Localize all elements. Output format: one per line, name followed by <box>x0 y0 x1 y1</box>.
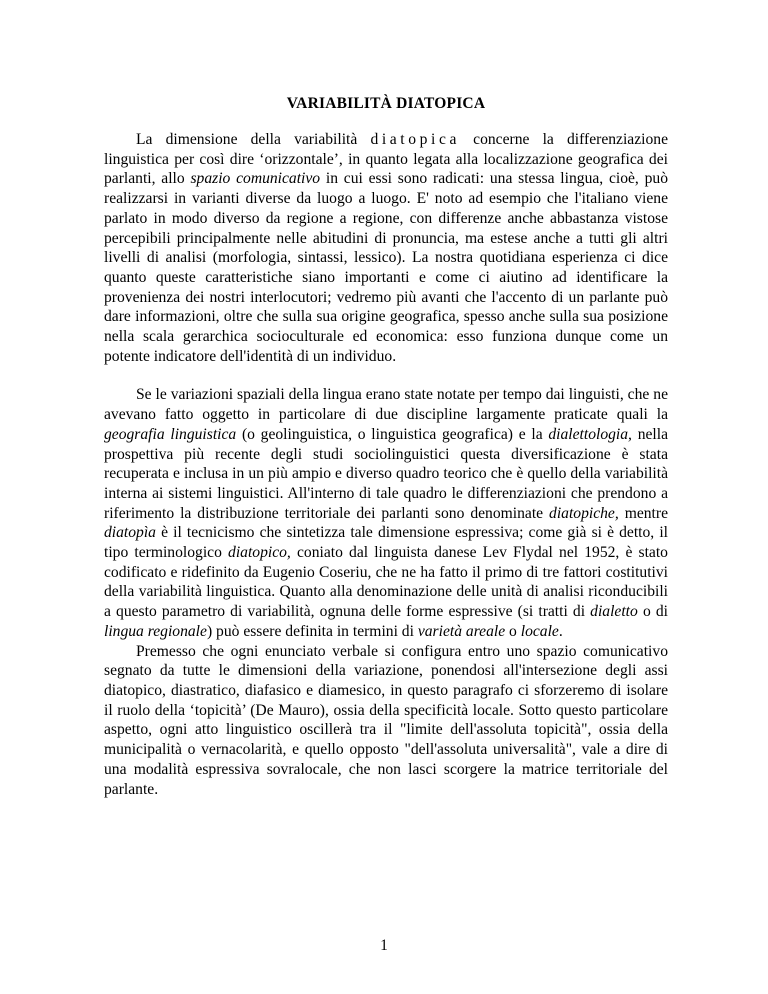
p2-text-e: nella prospettiva più recente degli studi sociolinguistici questa diversificazione è stata recuperata e inclusa in un più ampio e diverso quadro teorico che è quello della variabilità interna ai sistemi linguistici. All'interno di tale quadro le differenziazioni che prendono a riferimento la distribuzione territoriale dei parlanti sono denominate <box>104 425 669 522</box>
p2-italic-dialetto: dialetto <box>590 603 638 621</box>
p2-italic-diatopia: diatopìa <box>104 524 156 542</box>
p2-italic-lingua-regionale: lingua regionale <box>104 622 207 640</box>
document-title: VARIABILITÀ DIATOPICA <box>286 95 486 112</box>
p2-text-c: (o geolinguistica, o linguistica geografica) e la <box>236 425 549 443</box>
document-page <box>104 95 668 799</box>
p2-italic-diatopiche: diatopiche, <box>549 504 619 522</box>
p2-text-k: coniato dal linguista danese Lev Flydal nel 1952, è stato codificato e ridefinito da Eugenio Coseriu, che ne ha fatto il primo di tre fattori costitutivi della variabilità linguistica. Quanto alla denominazione delle unità di analisi riconducibili a questo parametro di variabilità, ognuna delle forme espressive (si tratti di <box>104 544 668 621</box>
p2-text-a: Se le variazioni spaziali della lingua erano state notate per tempo dai linguisti, che ne avevano fatto oggetto in particolare di due discipline largamente praticate quali la <box>104 386 668 424</box>
p1-text-c: concerne la differenziazione linguistica per così dire ‘orizzontale’, in quanto legata alla localizzazione geografica dei parlanti, allo <box>104 131 668 188</box>
page-number: 1 <box>380 937 388 954</box>
p2-italic-varieta-areale: varietà areale <box>417 622 506 640</box>
p2-text-m: o di <box>637 603 668 621</box>
paragraph-3: Premesso che ogni enunciato verbale si configura entro uno spazio comunicativo segnato da tutte le dimensioni della variazione, ponendosi all'intersezione degli assi diatopico, diastratico, diafasico e diamesico, in questo paragrafo ci sforzeremo di isolare il ruolo della ‘topicità’ (De Mauro), ossia della specificità locale. Sotto questo particolare aspetto, ogni atto linguistico oscillerà tra il "limite dell'assoluta topicità", ossia della municipalità o vernacolarità, e quello opposto "dell'assoluta universalità", vale a dire di una modalità espressiva sovralocale, che non lasci scorgere la matrice territoriale del parlante. <box>104 642 668 798</box>
p2-text-i: è il tecnicismo che sintetizza tale dimensione espressiva; come già si è detto, il tipo terminologico <box>104 524 668 562</box>
p1-text-a: La dimensione della variabilità <box>136 131 371 148</box>
paragraph-2 <box>104 385 668 641</box>
p2-text-g: mentre <box>618 504 668 522</box>
p2-italic-dialettologia: dialettologia, <box>548 425 632 443</box>
p2-italic-locale: locale <box>520 622 559 640</box>
p1-italic-term: spazio comunicativo <box>190 170 321 188</box>
p1-text-e: in cui essi sono radicati: una stessa lingua, cioè, può realizzarsi in varianti diverse da luogo a luogo. E' noto ad esempio che l'italiano viene parlato in modo diverso da regione a regione, con differenze anche abbastanza vistose percepibili principalmente nelle abitudini di pronuncia, ma estese anche a tutti gli altri livelli di analisi (morfologia, sintassi, lessico). La nostra quotidiana esperienza ci dice quanto queste caratteristiche siano importanti e come ci aiutino ad identificare la provenienza dei nostri interlocutori; vedremo più avanti che l'accento di un parlante può dare informazioni, oltre che sulla sua origine geografica, spesso anche sulla sua posizione nella scala gerarchica socioculturale ed economica: esso funziona dunque come un potente indicatore dell'identità di un individuo. <box>104 170 668 365</box>
p2-text-s: . <box>558 622 563 640</box>
paragraph-1 <box>104 130 668 366</box>
p2-text-o: ) può essere definita in termini di <box>206 622 418 640</box>
p2-italic-diatopico: diatopico, <box>228 544 291 562</box>
p2-text-q: o <box>505 622 521 640</box>
p2-italic-geografia: geografia linguistica <box>104 425 237 443</box>
p1-spaced-term: diatopica <box>370 131 461 148</box>
